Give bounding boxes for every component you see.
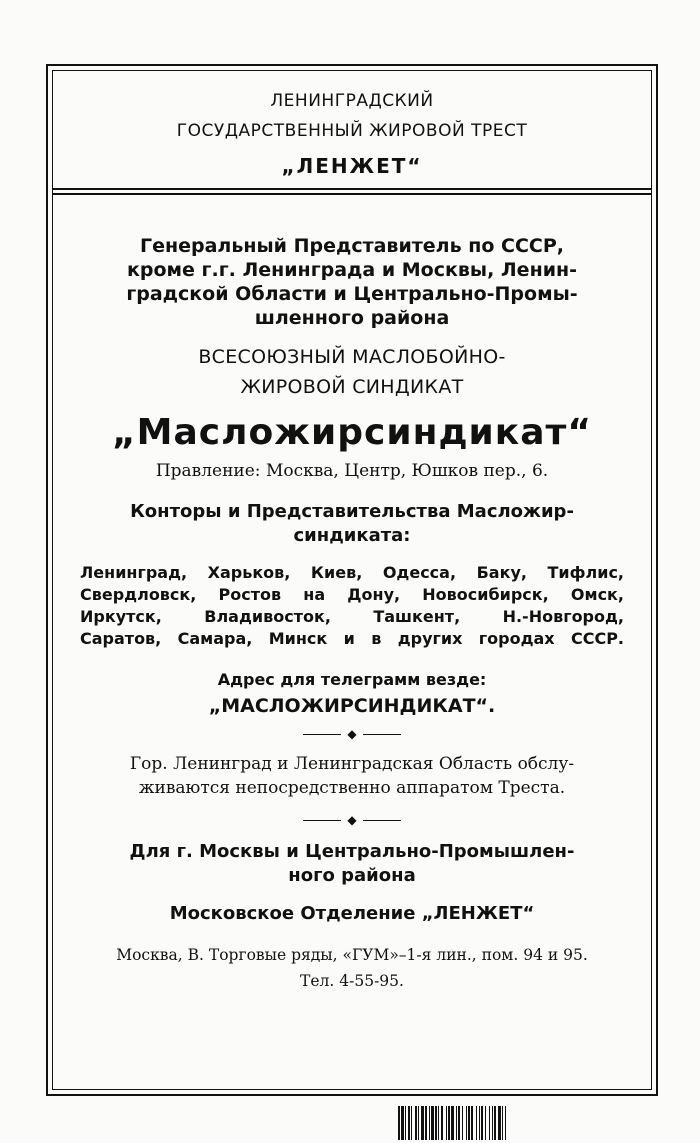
diamond-ornament (80, 806, 624, 834)
header-line-1: ЛЕНИНГРАДСКИЙ (270, 91, 434, 111)
barcode-bar (506, 1106, 508, 1140)
representative-line: шленного района (254, 307, 450, 329)
cities-line: Саратов, Самара, Минск и в других городах СССР. (80, 629, 624, 648)
representative-text (80, 234, 624, 330)
telegram-address: „МАСЛОЖИРСИНДИКАТ“. (208, 695, 496, 717)
leningrad-note (80, 752, 624, 800)
syndicate-name: „Масложирсиндикат“ (111, 412, 593, 453)
syndicate-type-line-1: ВСЕСОЮЗНЫЙ МАСЛОБОЙНО- (198, 346, 506, 368)
moscow-heading-line-1: Для г. Москвы и Центрально-Промышлен- (129, 841, 575, 862)
cities-line: Иркутск, Владивосток, Ташкент, Н.-Новгород, (80, 607, 624, 626)
cities-line: Свердловск, Ростов на Дону, Новосибирск, Омск, (80, 585, 624, 604)
telegram-heading: Адрес для телеграмм везде: (217, 670, 487, 689)
offices-heading-line-1: Конторы и Представительства Масложир- (130, 501, 574, 522)
trust-header (52, 86, 652, 184)
trust-brand: „ЛЕНЖЕТ“ (281, 154, 423, 178)
moscow-heading (80, 840, 624, 888)
syndicate-type-line-2: ЖИРОВОЙ СИНДИКАТ (240, 376, 464, 398)
diamond-icon: ◆ (347, 727, 357, 741)
representative-line: градской Области и Центрально-Промы- (126, 283, 578, 305)
diamond-icon: ◆ (347, 813, 357, 827)
moscow-address: Москва, В. Торговые ряды, «ГУМ»–1-я лин., пом. 94 и 95. (116, 946, 588, 964)
moscow-heading-line-2: ного района (288, 865, 416, 886)
cities-line: Ленинград, Харьков, Киев, Одесса, Баку, Тифлис, (80, 563, 624, 582)
diamond-ornament (80, 720, 624, 748)
advertisement-body (80, 234, 624, 994)
leningrad-note-line-1: Гор. Ленинград и Ленинградская Область обслу- (129, 754, 575, 774)
offices-heading-line-2: синдиката: (293, 525, 411, 546)
moscow-phone: Тел. 4-55-95. (300, 972, 404, 990)
barcode (398, 1106, 652, 1140)
cities-list (80, 562, 624, 650)
offices-heading (80, 500, 624, 548)
moscow-address-block (80, 942, 624, 994)
header-line-2: ГОСУДАРСТВЕННЫЙ ЖИРОВОЙ ТРЕСТ (176, 121, 528, 141)
representative-line: кроме г.г. Ленинграда и Москвы, Ленин- (126, 259, 578, 281)
moscow-department: Московское Отделение „ЛЕНЖЕТ“ (169, 903, 535, 924)
board-address: Правление: Москва, Центр, Юшков пер., 6. (155, 461, 549, 481)
leningrad-note-line-2: живаются непосредственно аппаратом Треста. (138, 778, 566, 798)
double-rule-divider (52, 188, 652, 195)
syndicate-type (80, 342, 624, 402)
representative-line: Генеральный Представитель по СССР, (140, 235, 564, 257)
